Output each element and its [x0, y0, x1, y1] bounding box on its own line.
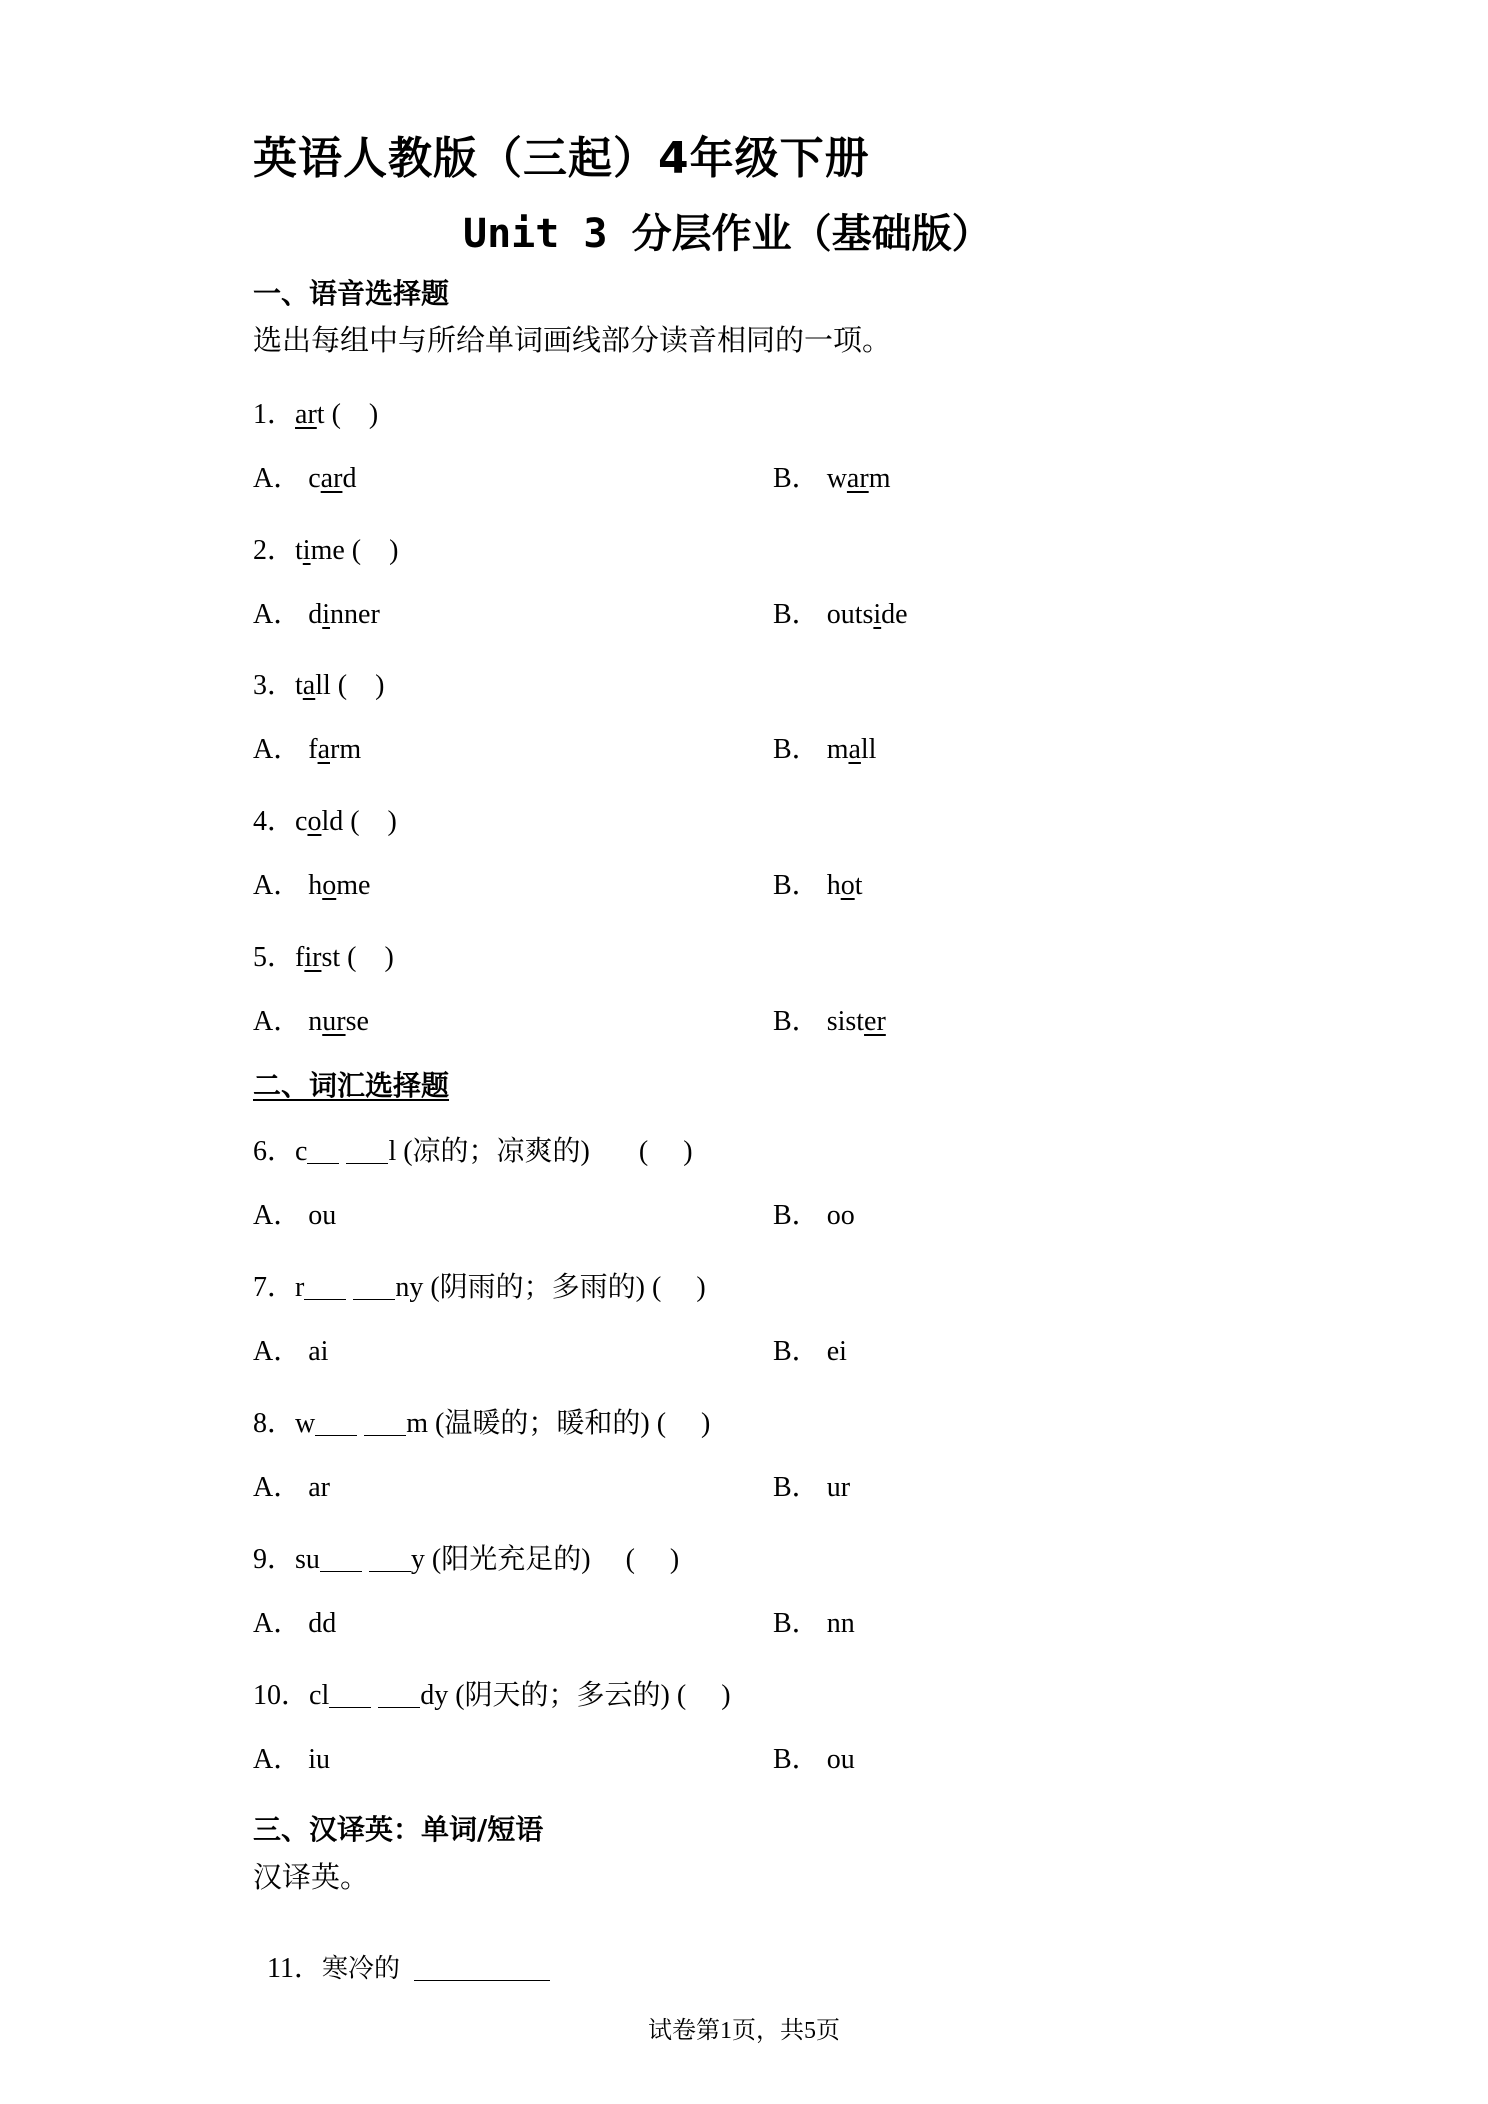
- word-hint: m (温暖的；暖和的): [406, 1408, 650, 1439]
- option-label: B．: [773, 734, 820, 765]
- word-part: nner: [330, 599, 380, 630]
- option-b[interactable]: [773, 1329, 847, 1369]
- option-text: ou: [826, 1744, 855, 1775]
- word-hint: ny (阴雨的；多雨的): [395, 1272, 645, 1303]
- underlined-letters: i: [322, 599, 331, 630]
- underlined-letters: i: [302, 535, 311, 566]
- underlined-letters: ir: [304, 942, 322, 973]
- option-text: ei: [826, 1336, 847, 1367]
- word-part: de: [881, 599, 908, 630]
- answer-parentheses: ( ): [590, 1544, 680, 1575]
- underlined-letters: o: [840, 870, 855, 901]
- section-instruction: 选出每组中与所给单词画线部分读音相同的一项。: [253, 323, 892, 357]
- option-text: oo: [826, 1200, 855, 1231]
- option-text: ou: [308, 1200, 337, 1231]
- answer-parentheses: ( ): [645, 1272, 706, 1303]
- answer-parentheses: ( ): [343, 806, 397, 837]
- letter-blank[interactable]: [364, 1407, 406, 1436]
- question-text: 寒冷的: [321, 1954, 400, 1984]
- word-part: outs: [826, 599, 874, 630]
- word-hint: dy (阴天的；多云的): [420, 1680, 670, 1711]
- option-b[interactable]: [773, 456, 890, 496]
- answer-parentheses: ( ): [649, 1408, 711, 1439]
- question-number: 5．: [253, 942, 296, 973]
- word-part: d: [342, 463, 357, 494]
- option-label: B．: [773, 1006, 820, 1037]
- option-b[interactable]: [773, 1465, 850, 1505]
- option-b[interactable]: [773, 1601, 855, 1641]
- word-part: c: [295, 806, 308, 837]
- option-label: A．: [253, 734, 302, 765]
- answer-blank[interactable]: [414, 1952, 550, 1981]
- question-3: [253, 663, 384, 703]
- word-part: cl: [309, 1680, 330, 1711]
- option-a[interactable]: [253, 999, 369, 1039]
- word-part: t: [295, 535, 303, 566]
- word-hint: l (凉的；凉爽的): [388, 1136, 590, 1167]
- question-number: 3．: [253, 670, 296, 701]
- option-label: A．: [253, 1744, 302, 1775]
- question-number: 2．: [253, 535, 296, 566]
- question-9: [253, 1537, 679, 1577]
- question-number: 8．: [253, 1408, 296, 1439]
- answer-parentheses: ( ): [330, 670, 385, 701]
- page-footer: 试卷第1页，共5页: [648, 2018, 840, 2044]
- underlined-letters: a: [317, 734, 330, 765]
- option-label: B．: [773, 870, 820, 901]
- word-part: f: [295, 942, 305, 973]
- word-hint: y (阳光充足的): [410, 1544, 591, 1575]
- option-a[interactable]: [253, 456, 356, 496]
- word-part: d: [308, 599, 323, 630]
- option-text: iu: [308, 1744, 331, 1775]
- option-text: dd: [308, 1608, 337, 1639]
- option-a[interactable]: [253, 727, 361, 767]
- word-part: ll: [315, 670, 331, 701]
- option-a[interactable]: [253, 1329, 328, 1369]
- document-subtitle: Unit 3 分层作业（基础版）: [463, 211, 992, 257]
- underlined-letters: ar: [846, 463, 869, 494]
- word-part: f: [308, 734, 318, 765]
- option-label: A．: [253, 463, 302, 494]
- question-number: 10．: [253, 1680, 310, 1711]
- word-part: ld: [321, 806, 344, 837]
- option-label: A．: [253, 1472, 302, 1503]
- word-part: n: [308, 1006, 323, 1037]
- letter-blank[interactable]: [320, 1543, 362, 1572]
- question-4: [253, 799, 397, 839]
- option-a[interactable]: [253, 1601, 336, 1641]
- word-part: c: [295, 1136, 308, 1167]
- letter-blank[interactable]: [378, 1679, 420, 1708]
- word-part: m: [826, 734, 849, 765]
- word-part: me: [310, 535, 345, 566]
- option-label: B．: [773, 1336, 820, 1367]
- underlined-letters: o: [322, 870, 337, 901]
- option-b[interactable]: [773, 863, 862, 903]
- word-part: sist: [826, 1006, 865, 1037]
- answer-parentheses: ( ): [589, 1136, 693, 1167]
- option-b[interactable]: [773, 999, 886, 1039]
- letter-blank[interactable]: [329, 1679, 371, 1708]
- answer-parentheses: ( ): [324, 399, 379, 430]
- question-11: [253, 1914, 550, 1986]
- letter-blank[interactable]: [353, 1271, 395, 1300]
- word-part: m: [868, 463, 891, 494]
- option-text: ar: [308, 1472, 330, 1503]
- word-part: w: [295, 1408, 316, 1439]
- underlined-letters: i: [873, 599, 882, 630]
- underlined-letters: ar: [295, 399, 317, 430]
- option-b[interactable]: [773, 727, 876, 767]
- option-label: B．: [773, 1608, 820, 1639]
- answer-parentheses: ( ): [344, 535, 399, 566]
- option-label: A．: [253, 1336, 302, 1367]
- option-label: B．: [773, 1200, 820, 1231]
- question-1: [253, 392, 378, 432]
- question-2: [253, 528, 398, 568]
- answer-parentheses: ( ): [340, 942, 394, 973]
- underlined-letters: a: [302, 670, 316, 701]
- section-instruction: 汉译英。: [253, 1860, 370, 1894]
- option-a[interactable]: [253, 1465, 330, 1505]
- word-part: w: [826, 463, 847, 494]
- option-label: A．: [253, 1608, 302, 1639]
- letter-blank[interactable]: [369, 1543, 411, 1572]
- answer-parentheses: ( ): [669, 1680, 731, 1711]
- underlined-letters: o: [307, 806, 322, 837]
- question-number: 6．: [253, 1136, 296, 1167]
- option-label: B．: [773, 1744, 820, 1775]
- word-part: h: [826, 870, 841, 901]
- option-b[interactable]: [773, 592, 908, 632]
- option-b[interactable]: [773, 1737, 855, 1777]
- question-number: 9．: [253, 1544, 296, 1575]
- word-part: r: [295, 1272, 305, 1303]
- question-7: [253, 1265, 706, 1305]
- question-number: 1．: [253, 399, 296, 430]
- question-8: [253, 1401, 710, 1441]
- section-heading-phonics: 一、语音选择题: [253, 277, 450, 310]
- option-label: B．: [773, 1472, 820, 1503]
- section-heading-vocabulary: 二、词汇选择题: [253, 1069, 450, 1102]
- word-part: h: [308, 870, 323, 901]
- option-label: A．: [253, 870, 302, 901]
- option-label: B．: [773, 463, 820, 494]
- option-label: B．: [773, 599, 820, 630]
- option-a[interactable]: [253, 1193, 336, 1233]
- question-number: 7．: [253, 1272, 296, 1303]
- option-b[interactable]: [773, 1193, 855, 1233]
- word-part: rm: [330, 734, 362, 765]
- question-10: [253, 1673, 731, 1713]
- word-part: ll: [860, 734, 877, 765]
- question-5: [253, 935, 394, 975]
- question-number: 11．: [267, 1953, 322, 1984]
- letter-blank[interactable]: [346, 1135, 388, 1164]
- word-part: me: [336, 870, 371, 901]
- letter-blank[interactable]: [307, 1135, 339, 1164]
- word-part: c: [308, 463, 321, 494]
- option-text: ur: [826, 1472, 851, 1503]
- option-a[interactable]: [253, 592, 380, 632]
- underlined-letters: er: [864, 1006, 886, 1037]
- underlined-letters: ar: [320, 463, 343, 494]
- question-6: [253, 1129, 693, 1169]
- underlined-letters: a: [848, 734, 861, 765]
- word-part: st: [321, 942, 341, 973]
- letter-blank[interactable]: [315, 1407, 357, 1436]
- option-a[interactable]: [253, 1737, 330, 1777]
- word-part: su: [295, 1544, 320, 1575]
- document-title: 英语人教版（三起）4年级下册: [253, 133, 870, 184]
- option-a[interactable]: [253, 863, 370, 903]
- option-label: A．: [253, 1006, 302, 1037]
- option-text: nn: [826, 1608, 855, 1639]
- word-part: t: [854, 870, 863, 901]
- section-heading-translation: 三、汉译英：单词/短语: [253, 1813, 544, 1846]
- option-text: ai: [308, 1336, 329, 1367]
- word-part: t: [295, 670, 303, 701]
- letter-blank[interactable]: [304, 1271, 346, 1300]
- option-label: A．: [253, 599, 302, 630]
- question-number: 4．: [253, 806, 296, 837]
- underlined-letters: ur: [322, 1006, 346, 1037]
- word-part: t: [316, 399, 325, 430]
- option-label: A．: [253, 1200, 302, 1231]
- word-part: se: [345, 1006, 369, 1037]
